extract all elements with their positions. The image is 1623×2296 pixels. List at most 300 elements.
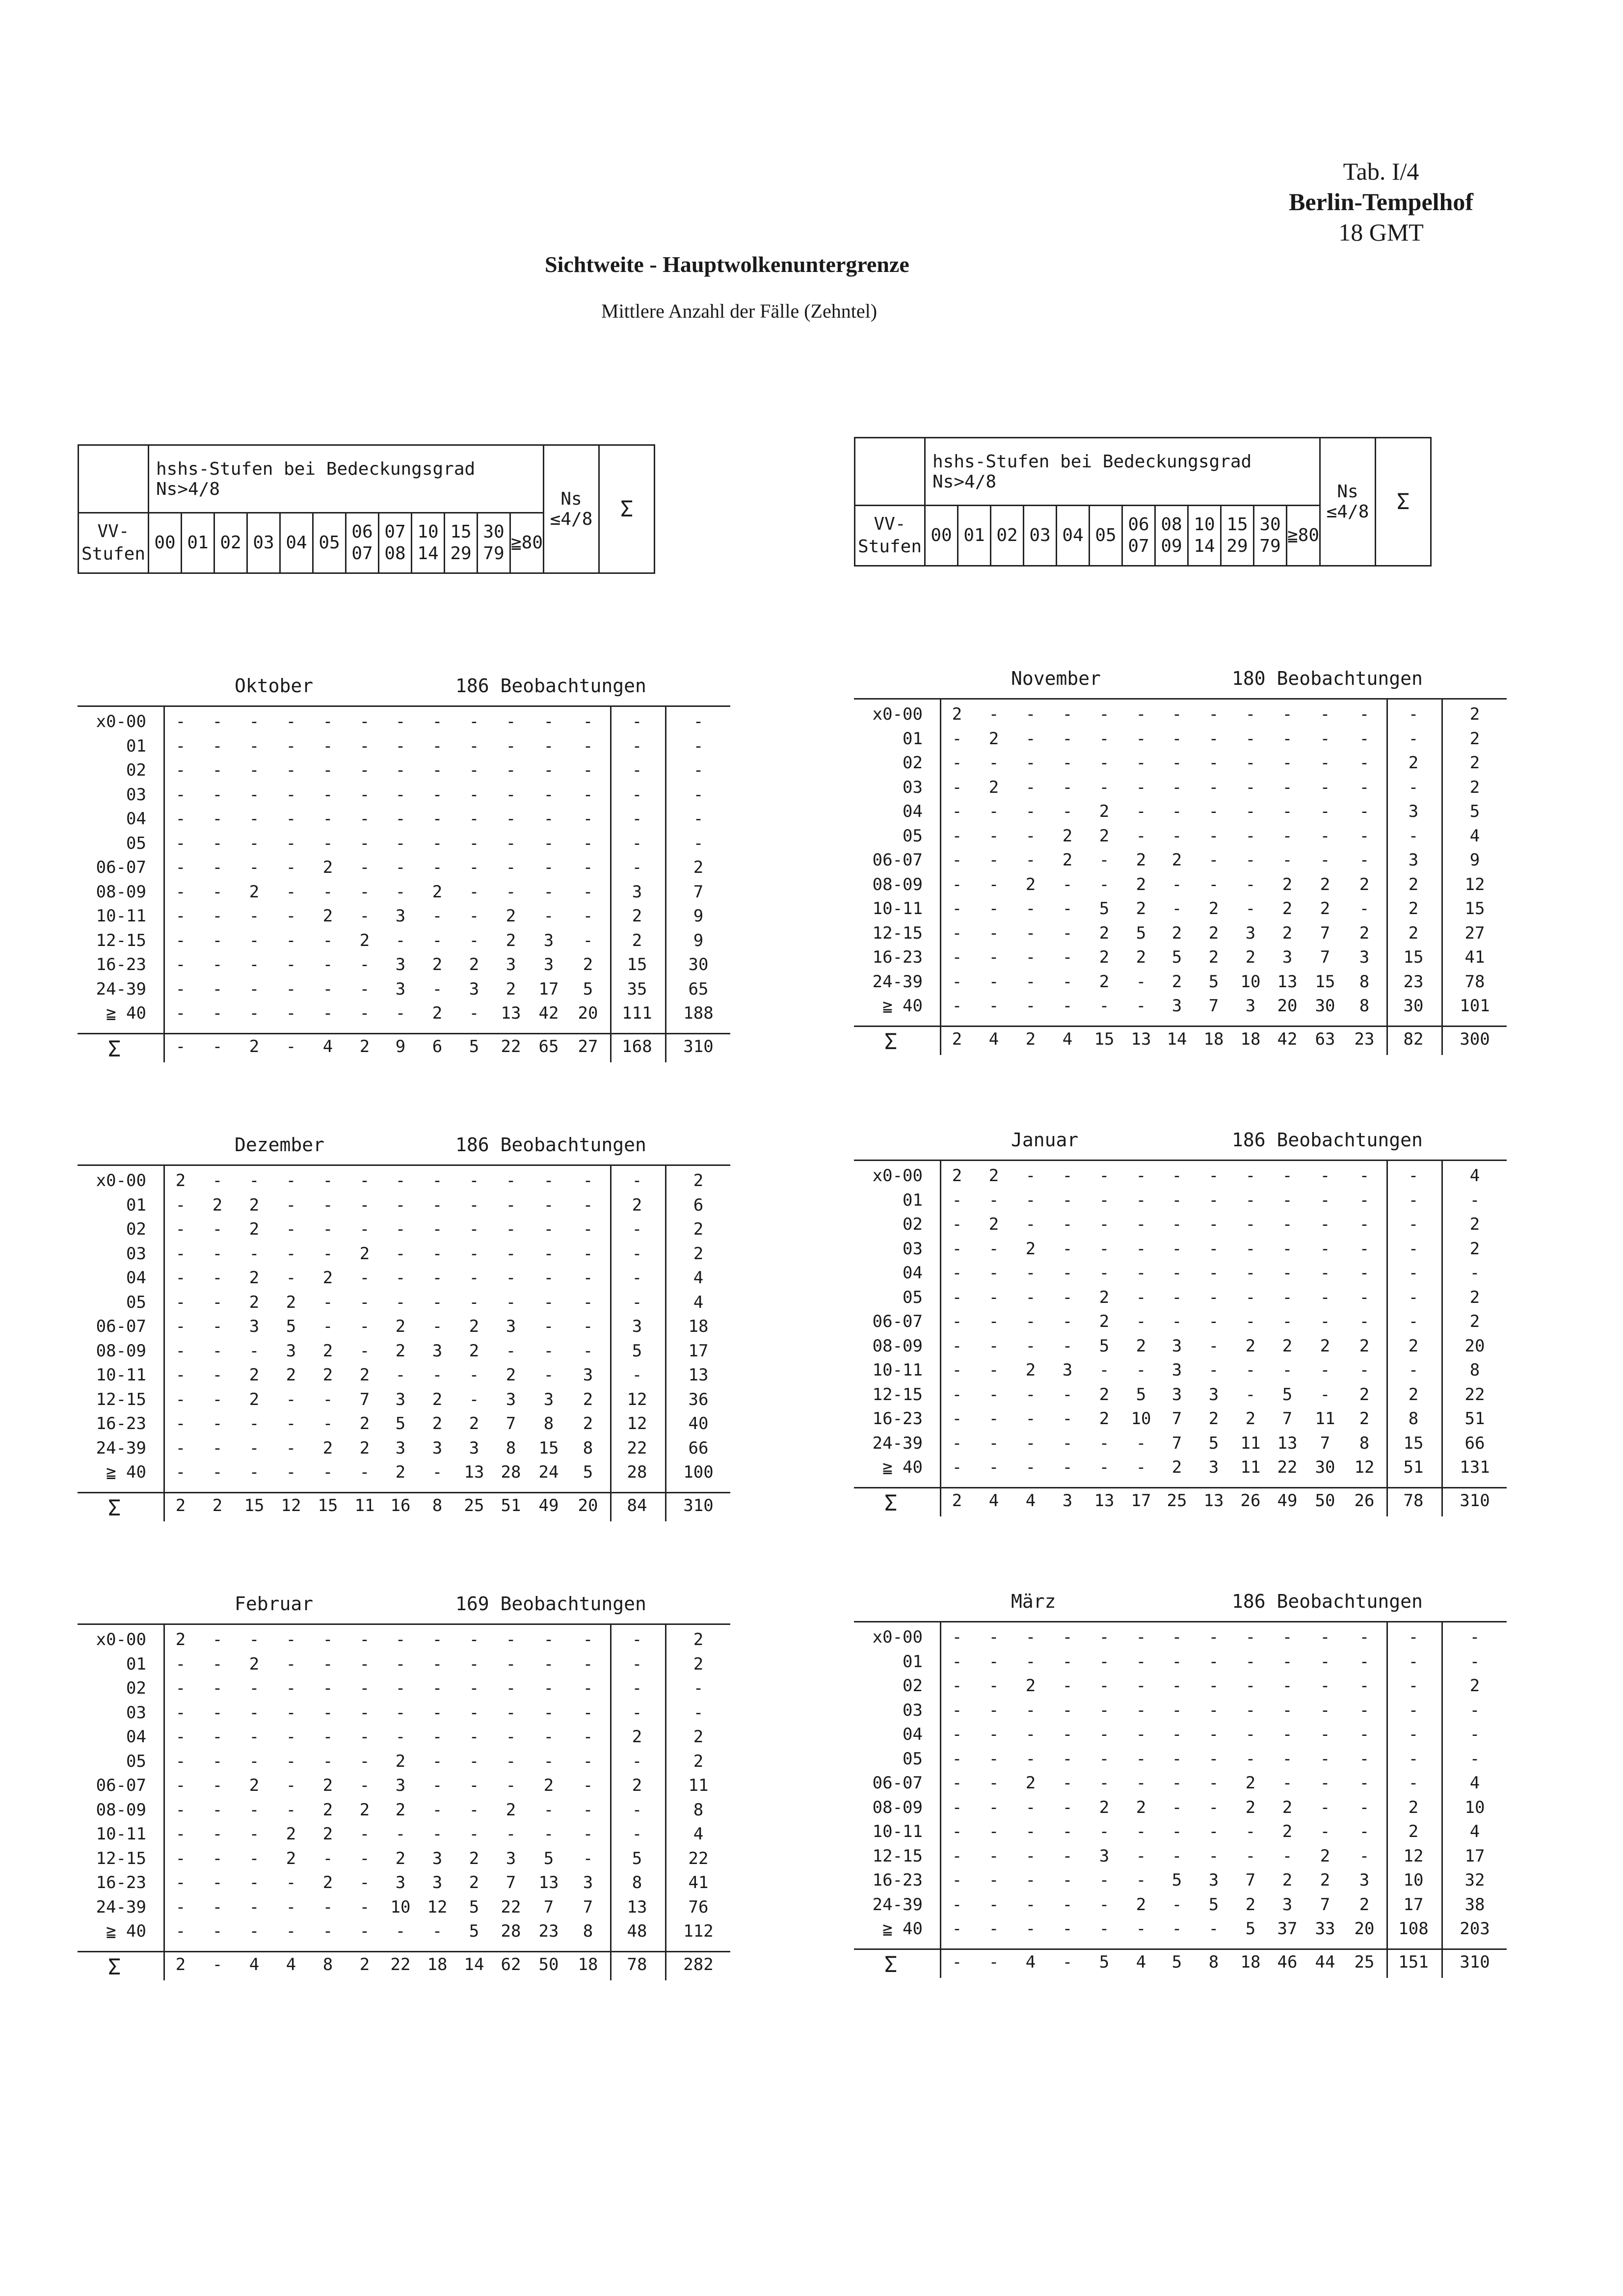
table-cell: 20: [578, 1003, 598, 1023]
table-cell: -: [359, 1824, 370, 1844]
table-cell: 11: [1315, 1409, 1335, 1429]
table-cell: -: [988, 1384, 999, 1405]
sum-cell: 14: [464, 1954, 484, 1974]
table-cell: -: [1099, 1360, 1110, 1380]
table-cell: 20: [1464, 1336, 1485, 1356]
table-cell: -: [1282, 1749, 1293, 1769]
table-row: [78, 834, 730, 858]
table-cell: -: [1245, 826, 1256, 846]
table-cell: 2: [1282, 1822, 1293, 1841]
table-cell: 27: [1464, 923, 1485, 943]
table-cell: -: [1282, 1263, 1293, 1283]
table-row: [854, 996, 1507, 1020]
observation-count: 180 Beobachtungen: [1232, 668, 1423, 689]
table-cell: -: [395, 1292, 406, 1312]
table-cell: -: [212, 1268, 223, 1288]
sum-cell: 51: [501, 1495, 521, 1515]
table-row: [78, 1390, 730, 1414]
table-cell: -: [359, 1317, 370, 1336]
table-cell: -: [988, 1360, 999, 1380]
table-cell: -: [632, 736, 642, 756]
table-cell: 2: [249, 1654, 260, 1674]
table-cell: 2: [1469, 1239, 1480, 1259]
table-cell: -: [175, 1389, 186, 1409]
table-cell: -: [988, 1263, 999, 1283]
sum-symbol: Σ: [107, 1954, 121, 1980]
table-cell: -: [1136, 777, 1146, 797]
table-cell: -: [1359, 704, 1370, 724]
table-cell: 2: [1171, 1458, 1182, 1477]
table-cell: -: [175, 1003, 186, 1023]
table-cell: -: [359, 1630, 370, 1649]
table-cell: 3: [1359, 947, 1370, 967]
sum-cell: 310: [683, 1036, 714, 1056]
row-label: 02: [903, 1676, 923, 1696]
table-cell: -: [543, 1654, 554, 1674]
table-cell: 2: [1320, 874, 1330, 894]
table-row: [78, 1727, 730, 1751]
table-cell: 4: [693, 1268, 704, 1288]
table-cell: -: [952, 1797, 962, 1817]
row-label: 08-09: [872, 1336, 923, 1356]
row-label: 08-09: [872, 874, 923, 894]
table-cell: -: [583, 1678, 593, 1698]
table-cell: -: [1136, 1312, 1146, 1331]
row-label: 12-15: [872, 923, 923, 943]
table-cell: -: [543, 1678, 554, 1698]
table-cell: -: [212, 1438, 223, 1458]
table-cell: -: [286, 1873, 296, 1892]
table-cell: 5: [1208, 1433, 1219, 1453]
table-cell: 3: [395, 955, 406, 974]
table-cell: -: [1062, 972, 1073, 992]
table-cell: 2: [1282, 923, 1293, 943]
table-cell: 3: [1245, 923, 1256, 943]
table-cell: -: [1359, 899, 1370, 918]
table-cell: -: [359, 1702, 370, 1723]
table-cell: -: [1208, 729, 1219, 749]
table-cell: -: [1359, 1725, 1370, 1744]
table-cell: -: [1136, 729, 1146, 749]
category-cell: 04: [1057, 506, 1090, 566]
table-cell: 32: [1464, 1870, 1485, 1890]
table-cell: -: [469, 1195, 479, 1215]
sum-rule: [854, 1948, 1507, 1950]
table-row: [78, 760, 730, 784]
table-cell: -: [1025, 923, 1036, 943]
table-cell: 2: [249, 1268, 260, 1288]
row-label: 12-15: [96, 930, 146, 950]
table-row: [854, 875, 1507, 899]
table-cell: -: [1359, 729, 1370, 749]
table-cell: -: [212, 955, 223, 974]
category-cell: 15 29: [445, 513, 478, 573]
table-cell: -: [1062, 1215, 1073, 1234]
table-cell: 2: [1099, 1409, 1110, 1429]
table-cell: -: [249, 1873, 260, 1892]
table-cell: -: [1062, 1797, 1073, 1817]
table-cell: -: [1408, 1215, 1419, 1234]
table-cell: -: [1245, 1822, 1256, 1841]
table-cell: 51: [1464, 1409, 1485, 1429]
table-cell: 3: [432, 1873, 443, 1892]
table-row: [78, 1171, 730, 1195]
table-cell: 7: [1320, 1894, 1330, 1915]
table-cell: -: [1320, 1384, 1330, 1405]
table-cell: 8: [583, 1438, 593, 1458]
table-cell: -: [212, 1317, 223, 1336]
table-cell: -: [1025, 1725, 1036, 1744]
table-cell: -: [469, 1171, 479, 1190]
table-cell: -: [249, 1800, 260, 1820]
row-label: 16-23: [872, 947, 923, 967]
table-cell: -: [432, 784, 443, 805]
table-row: [854, 1701, 1507, 1725]
row-label: 24-39: [872, 972, 923, 992]
table-cell: -: [322, 1727, 333, 1747]
table-cell: -: [1171, 1822, 1182, 1841]
table-cell: -: [1099, 1651, 1110, 1672]
table-cell: -: [988, 1312, 999, 1331]
table-cell: -: [212, 1897, 223, 1917]
table-cell: -: [175, 1317, 186, 1336]
sum-cell: 4: [988, 1029, 999, 1049]
table-cell: -: [1136, 996, 1146, 1016]
table-cell: 2: [988, 1166, 999, 1186]
table-cell: -: [506, 1195, 516, 1215]
table-cell: 2: [395, 1800, 406, 1820]
table-row: [78, 1897, 730, 1921]
table-cell: -: [286, 833, 296, 853]
table-cell: 48: [627, 1921, 647, 1941]
table-cell: -: [1320, 1312, 1330, 1331]
table-cell: 5: [1099, 899, 1110, 918]
table-cell: 3: [469, 1438, 479, 1458]
table-cell: 2: [359, 1365, 370, 1385]
table-cell: -: [1245, 1700, 1256, 1720]
sum-cell: 50: [1315, 1490, 1335, 1511]
table-cell: -: [1025, 802, 1036, 821]
table-cell: -: [469, 712, 479, 731]
row-label: 04: [126, 1727, 146, 1747]
table-row: [78, 1341, 730, 1365]
table-cell: -: [543, 1702, 554, 1723]
table-cell: -: [1136, 1749, 1146, 1769]
sum-cell: 9: [395, 1036, 406, 1056]
table-row: [854, 1385, 1507, 1409]
table-cell: -: [1136, 1651, 1146, 1672]
table-cell: 11: [1240, 1458, 1261, 1477]
table-cell: 2: [212, 1195, 223, 1215]
table-cell: -: [952, 1287, 962, 1307]
table-cell: -: [212, 882, 223, 902]
table-cell: 8: [632, 1873, 642, 1892]
month-name: November: [1011, 668, 1101, 689]
table-cell: -: [506, 1727, 516, 1747]
table-cell: 15: [1464, 899, 1485, 918]
table-cell: -: [1025, 1627, 1036, 1647]
table-cell: -: [432, 712, 443, 731]
table-cell: -: [1408, 1239, 1419, 1259]
table-cell: 2: [175, 1630, 186, 1649]
table-cell: -: [1469, 1749, 1480, 1769]
table-cell: -: [1171, 1263, 1182, 1283]
sum-cell: 2: [212, 1495, 223, 1515]
table-cell: 5: [543, 1848, 554, 1868]
table-cell: -: [1208, 777, 1219, 797]
table-cell: -: [632, 784, 642, 805]
table-cell: -: [1359, 1287, 1370, 1307]
table-cell: 3: [1408, 850, 1419, 870]
observation-count: 186 Beobachtungen: [455, 1134, 646, 1156]
table-cell: -: [1025, 899, 1036, 918]
table-cell: -: [432, 1800, 443, 1820]
table-cell: -: [506, 1751, 516, 1771]
table-cell: -: [432, 1824, 443, 1844]
row-label: 04: [126, 809, 146, 829]
table-cell: -: [212, 1751, 223, 1771]
sum-cell: 50: [538, 1954, 559, 1974]
sum-cell: 8: [322, 1954, 333, 1974]
row-label: 16-23: [872, 1870, 923, 1890]
table-cell: -: [359, 833, 370, 853]
table-cell: 20: [1277, 996, 1298, 1016]
table-cell: -: [1320, 1239, 1330, 1259]
table-cell: -: [1245, 729, 1256, 749]
table-cell: -: [988, 1287, 999, 1307]
table-cell: -: [1136, 1919, 1146, 1939]
table-cell: 5: [395, 1414, 406, 1433]
table-cell: -: [583, 1848, 593, 1868]
table-cell: 3: [506, 1848, 516, 1868]
table-cell: 2: [1099, 972, 1110, 992]
table-cell: -: [1245, 874, 1256, 894]
table-cell: 2: [632, 1195, 642, 1215]
table-cell: 2: [1136, 899, 1146, 918]
table-cell: -: [952, 1190, 962, 1210]
row-label: 05: [126, 1292, 146, 1312]
table-cell: -: [1136, 1360, 1146, 1380]
table-cell: -: [395, 1921, 406, 1941]
sum-cell: 310: [1460, 1952, 1490, 1972]
column-key-right: [854, 437, 1432, 567]
table-row: [854, 1773, 1507, 1797]
table-cell: 2: [1136, 1336, 1146, 1356]
table-cell: -: [249, 1243, 260, 1264]
table-cell: -: [1171, 1725, 1182, 1744]
table-cell: 2: [1359, 874, 1370, 894]
table-cell: -: [395, 712, 406, 731]
table-cell: 2: [175, 1171, 186, 1190]
table-cell: -: [988, 1894, 999, 1915]
category-cell: 10 14: [412, 513, 445, 573]
table-cell: -: [583, 858, 593, 877]
table-cell: -: [632, 1171, 642, 1190]
table-cell: -: [988, 850, 999, 870]
table-cell: -: [469, 1776, 479, 1795]
table-cell: -: [952, 1894, 962, 1915]
table-cell: -: [1245, 1627, 1256, 1647]
table-cell: -: [693, 736, 704, 756]
table-cell: -: [249, 809, 260, 829]
table-cell: -: [632, 1365, 642, 1385]
table-cell: -: [1245, 1215, 1256, 1234]
table-cell: 13: [464, 1462, 484, 1482]
table-cell: -: [543, 858, 554, 877]
table-cell: -: [469, 809, 479, 829]
table-cell: 17: [1403, 1894, 1424, 1915]
table-cell: 2: [1245, 1894, 1256, 1915]
sum-cell: 8: [432, 1495, 443, 1515]
row-label: 10-11: [872, 1360, 923, 1380]
table-cell: -: [432, 736, 443, 756]
table-row: [854, 802, 1507, 826]
table-cell: 2: [583, 955, 593, 974]
table-cell: -: [249, 833, 260, 853]
table-cell: -: [1171, 1312, 1182, 1331]
table-cell: 10: [1131, 1409, 1151, 1429]
table-cell: -: [432, 1654, 443, 1674]
table-cell: -: [1320, 1773, 1330, 1793]
table-cell: -: [952, 1773, 962, 1793]
table-cell: 2: [1359, 923, 1370, 943]
table-cell: -: [175, 833, 186, 853]
table-cell: -: [1208, 874, 1219, 894]
table-cell: 2: [1320, 899, 1330, 918]
table-cell: -: [175, 1414, 186, 1433]
category-cell: 15 29: [1221, 506, 1254, 566]
table-cell: -: [359, 1654, 370, 1674]
table-cell: 2: [1062, 850, 1073, 870]
table-cell: 2: [432, 955, 443, 974]
table-cell: -: [1320, 704, 1330, 724]
table-cell: -: [988, 1797, 999, 1817]
table-cell: -: [286, 1003, 296, 1023]
table-cell: 8: [1359, 996, 1370, 1016]
table-cell: -: [395, 1727, 406, 1747]
sum-cell: 17: [1131, 1490, 1151, 1511]
table-cell: -: [543, 833, 554, 853]
table-cell: -: [1099, 1700, 1110, 1720]
table-cell: -: [1136, 826, 1146, 846]
table-cell: -: [1359, 1627, 1370, 1647]
table-cell: -: [1359, 1312, 1370, 1331]
table-cell: -: [1282, 753, 1293, 773]
table-cell: -: [322, 1003, 333, 1023]
table-cell: -: [249, 1702, 260, 1723]
table-cell: -: [322, 760, 333, 780]
table-cell: -: [286, 1268, 296, 1288]
row-label: 06-07: [96, 858, 146, 877]
table-cell: -: [1359, 753, 1370, 773]
table-cell: -: [1320, 1749, 1330, 1769]
table-cell: -: [469, 1824, 479, 1844]
table-row: [854, 1846, 1507, 1870]
row-label: 02: [126, 1678, 146, 1698]
table-cell: -: [1136, 1166, 1146, 1186]
table-cell: -: [175, 930, 186, 950]
tab-number: Tab. I/4: [1343, 158, 1419, 185]
table-cell: -: [1062, 874, 1073, 894]
table-cell: -: [432, 1219, 443, 1239]
table-cell: -: [1282, 1360, 1293, 1380]
sum-cell: 13: [1094, 1490, 1115, 1511]
table-cell: -: [469, 930, 479, 950]
month-name: Oktober: [235, 675, 314, 697]
table-cell: -: [359, 809, 370, 829]
table-row: [854, 1652, 1507, 1676]
table-cell: -: [583, 1800, 593, 1820]
table-cell: 17: [538, 979, 559, 999]
table-cell: -: [1099, 1627, 1110, 1647]
table-cell: 5: [469, 1921, 479, 1941]
table-cell: -: [952, 1263, 962, 1283]
table-cell: -: [1099, 1725, 1110, 1744]
table-cell: -: [1136, 704, 1146, 724]
table-cell: 2: [1469, 1676, 1480, 1696]
table-cell: -: [175, 1268, 186, 1288]
row-label: x0-00: [872, 1627, 923, 1647]
row-label: 05: [126, 1751, 146, 1771]
table-row: [854, 899, 1507, 923]
table-row: [854, 947, 1507, 972]
table-cell: -: [212, 979, 223, 999]
table-cell: 2: [1025, 874, 1036, 894]
sum-cell: 4: [988, 1490, 999, 1511]
table-cell: -: [1136, 1773, 1146, 1793]
table-cell: -: [249, 906, 260, 926]
table-cell: 2: [1136, 874, 1146, 894]
table-cell: -: [988, 1846, 999, 1866]
table-cell: -: [1359, 1797, 1370, 1817]
sum-cell: 84: [627, 1495, 647, 1515]
table-cell: 2: [1408, 874, 1419, 894]
table-cell: -: [543, 784, 554, 805]
table-cell: -: [543, 1824, 554, 1844]
table-cell: -: [1469, 1263, 1480, 1283]
table-cell: -: [1171, 899, 1182, 918]
table-cell: 28: [501, 1462, 521, 1482]
table-cell: -: [1282, 1627, 1293, 1647]
table-cell: 3: [506, 955, 516, 974]
table-row: [854, 1676, 1507, 1700]
row-label: 12-15: [96, 1389, 146, 1409]
sum-cell: 282: [683, 1954, 714, 1974]
table-cell: -: [1171, 753, 1182, 773]
table-cell: 12: [1464, 874, 1485, 894]
table-cell: -: [1136, 1190, 1146, 1210]
table-cell: -: [1171, 826, 1182, 846]
table-cell: 2: [286, 1365, 296, 1385]
table-cell: -: [1408, 1190, 1419, 1210]
table-cell: -: [988, 923, 999, 943]
table-cell: -: [359, 1003, 370, 1023]
table-cell: -: [1025, 1458, 1036, 1477]
table-row: [78, 1219, 730, 1243]
table-cell: -: [249, 736, 260, 756]
sum-cell: 20: [578, 1495, 598, 1515]
row-label: 24-39: [872, 1433, 923, 1453]
table-cell: 2: [1469, 1312, 1480, 1331]
table-cell: 3: [432, 1848, 443, 1868]
table-cell: -: [1408, 826, 1419, 846]
table-cell: -: [212, 1341, 223, 1361]
table-cell: -: [249, 1848, 260, 1868]
table-cell: 3: [632, 1317, 642, 1336]
table-cell: -: [1062, 1336, 1073, 1356]
table-cell: -: [359, 1462, 370, 1482]
table-cell: -: [286, 1462, 296, 1482]
